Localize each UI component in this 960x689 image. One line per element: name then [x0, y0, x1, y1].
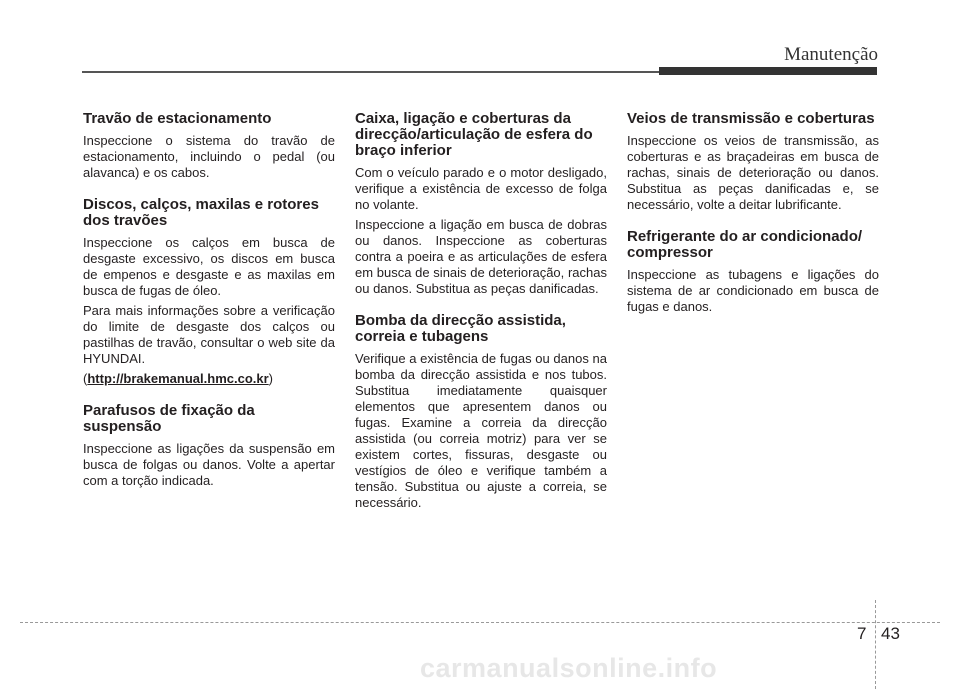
footer-page-divider	[875, 600, 876, 689]
column-2	[355, 111, 607, 527]
section-paragraph: Inspeccione o sistema do travão de estacionamento, incluindo o pedal (ou alavanca) e os cabos.	[83, 133, 335, 180]
section-paragraph: Inspeccione as ligações da suspensão em busca de folgas ou danos. Volte a apertar com a torção indicada.	[83, 441, 335, 488]
section-drive-shafts	[627, 111, 879, 213]
section-brake-discs	[83, 197, 335, 387]
section-paragraph: Para mais informações sobre a verificação do limite de desgaste dos calços ou pastilhas de travão, consultar o web site da HYUNDAI.	[83, 303, 335, 366]
section-paragraph: Inspeccione os calços em busca de desgaste excessivo, os discos em busca de empenos e desgaste e as maxilas em busca de fugas de óleo.	[83, 235, 335, 298]
section-paragraph: Com o veículo parado e o motor desligado, verifique a existência de excesso de folga no volante.	[355, 165, 607, 212]
section-suspension-bolts	[83, 403, 335, 489]
section-title: Travão de estacionamento	[83, 110, 272, 127]
section-paragraph: Inspeccione a ligação em busca de dobras ou danos. Inspeccione as coberturas contra a poeira e as articulações de esfera em busca de sinais de deterioração, rachas ou danos. Substitua as peças danificadas.	[355, 217, 607, 296]
section-paragraph: Inspeccione os veios de transmissão, as coberturas e as braçadeiras em busca de rachas, sinais de deterioração ou danos. Substitua as peças danificadas e, se necessário, volte a deitar lubrificante.	[627, 133, 879, 212]
section-title: Refrigerante do ar condicionado/ compressor	[627, 228, 863, 261]
section-steering-box	[355, 111, 607, 297]
section-title: Veios de transmissão e coberturas	[627, 110, 875, 127]
chapter-number: 7	[857, 624, 867, 643]
brake-manual-link[interactable]: http://brakemanual.hmc.co.kr	[87, 371, 269, 386]
header-rule-accent	[659, 67, 877, 75]
link-close-paren: )	[268, 371, 274, 386]
section-title: Bomba da direcção assistida, correia e tubagens	[355, 312, 566, 345]
section-title: Caixa, ligação e coberturas da direcção/articulação de esfera do braço inferior	[355, 110, 593, 159]
section-power-steering-pump	[355, 313, 607, 511]
section-paragraph: Inspeccione as tubagens e ligações do sistema de ar condicionado em busca de fugas e danos.	[627, 267, 879, 314]
link-line	[83, 371, 335, 387]
watermark: carmanualsonline.info	[420, 653, 718, 683]
section-title: Parafusos de fixação da suspensão	[83, 402, 255, 435]
column-1	[83, 111, 335, 505]
header-title: Manutenção	[784, 44, 878, 65]
section-ac-refrigerant	[627, 229, 879, 315]
section-parking-brake	[83, 111, 335, 181]
section-title: Discos, calços, maxilas e rotores dos travões	[83, 196, 319, 229]
section-paragraph: Verifique a existência de fugas ou danos na bomba da direcção assistida e nos tubos. Substitua imediatamente quaisquer elementos que apresentem danos ou fugas. Examine a correia da direcção assistida (ou correia motriz) para ver se existem cortes, fissuras, desgaste ou vestígios de óleo e verifique também a tensão. Substitua ou ajuste a correia, se necessário.	[355, 351, 607, 510]
link-open-paren: (	[83, 371, 88, 386]
page-number: 43	[881, 624, 900, 643]
column-3	[627, 111, 879, 331]
footer-divider	[20, 622, 940, 623]
